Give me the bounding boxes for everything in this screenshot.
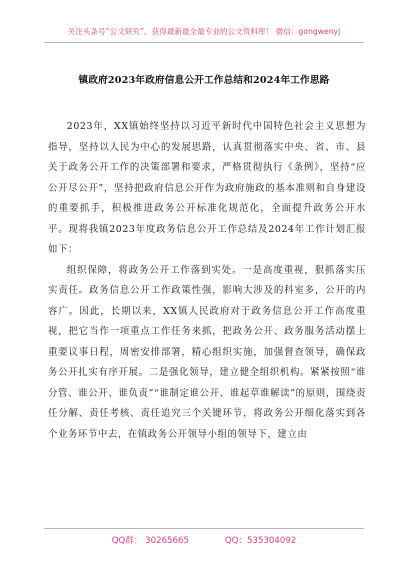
document-body xyxy=(48,117,366,445)
footer-contact xyxy=(0,534,408,546)
footer-qq-number: QQ：535304092 xyxy=(224,536,297,546)
footer-qq-group: QQ群： 30265665 xyxy=(111,536,189,546)
header-promo-note: 关注头条号“公文研究”，获得最新最全最专业的公文资料库！ 微信：gongwenyj xyxy=(67,27,341,36)
document-title: 镇政府2023年政府信息公开工作总结和2024年工作思路 xyxy=(78,75,330,86)
body-paragraph: 组织保障，将政务公开工作落到实处。一是高度重视，狠抓落实压实责任。政务信息公开工作政策性强，影响大涉及的科室多，公开的内容广。因此，长期以来，XX镇人民政府对于政务信息公开工作高度重视，把它当作一项重点工作任务来抓，把政务公开、政务服务活动摆上重要议事日程，周密安排部署，精心组织实施，加强督查领导，确保政务公开扎实有序开展。二是强化领导，建立健全组织机构。紧紧按照“谁分管、谁公开、谁负责”“谁制定谁公开、谁起草谁解读”的原则，围绕责任分解、责任考核、责任追究三个关键环节，将政务公开细化落实到各个业务环节中去，在镇政务公开领导小组的领导下，建立由 xyxy=(48,264,366,440)
footer-divider xyxy=(44,528,364,529)
body-paragraph: 2023年，XX镇始终坚持以习近平新时代中国特色社会主义思想为指导，坚持以人民为中心的发展思路，认真贯彻落实中央、省、市、县关于政务公开工作的决策部署和要求，严格贯彻执行《条例》，坚持“应公开尽公开”，坚持把政府信息公开作为政府施政的基本准则和自身建设的重要抓手，积极推进政务公开标准化规范化，全面提升政务公开水平。现将我镇2023年度政务信息公开工作总结及2024年工作计划汇报如下： xyxy=(48,121,366,255)
header-divider xyxy=(44,42,364,43)
